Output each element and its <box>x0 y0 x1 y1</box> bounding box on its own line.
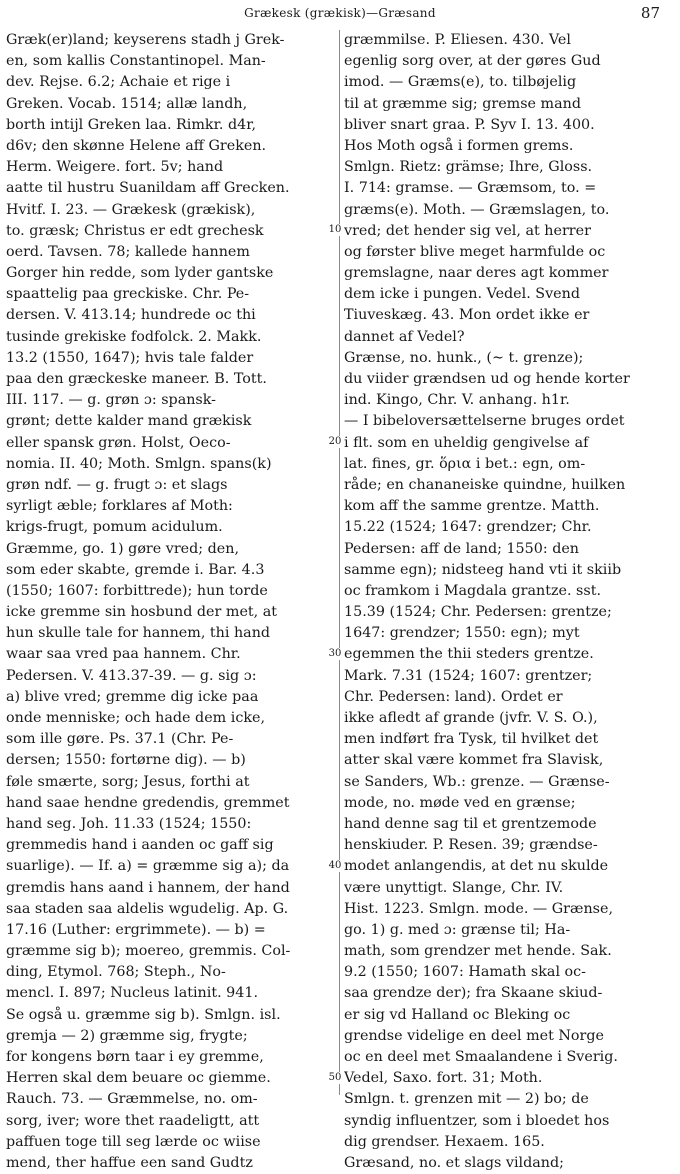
text-line: Smlgn. t. grenzen mit — 2) bo; de <box>344 1091 589 1108</box>
text-line: ind. Kingo, Chr. V. anhang. h1r. <box>344 392 570 409</box>
text-line: go. 1) g. med ɔ: grænse til; Ha- <box>344 921 571 938</box>
text-line: hand seg. Joh. 11.33 (1524; 1550: <box>6 815 252 832</box>
text-line: Greken. Vocab. 1514; allæ landh, <box>6 95 248 112</box>
text-line: samme egn); nidsteeg hand vti it skiib <box>344 561 622 578</box>
line-number: 50 <box>328 1072 342 1083</box>
page-number: 87 <box>640 4 660 22</box>
text-line: mode, no. møde ved en grænse; <box>344 794 576 811</box>
text-line: paa den græckeske maneer. B. Tott. <box>6 371 267 387</box>
text-line: mencl. I. 897; Nucleus latinit. 941. <box>6 985 258 1002</box>
left-column <box>6 30 336 1174</box>
text-line: Pedersen. V. 413.37-39. — g. sig ɔ: <box>6 667 257 684</box>
text-line: tusinde grekiske fodfolck. 2. Makk. <box>6 328 262 345</box>
text-line: syndig influentzer, som i bloedet hos <box>344 1112 610 1129</box>
text-line: Herren skal dem beuare oc giemme. <box>6 1070 271 1087</box>
text-line: Herm. Weigere. fort. 5v; hand <box>6 159 224 176</box>
text-line: Smlgn. Rietz: grämse; Ihre, Gloss. <box>344 159 593 176</box>
text-line: oerd. Tavsen. 78; kallede hannem <box>6 243 250 260</box>
text-line: krigs-frugt, pomum acidulum. <box>6 519 223 536</box>
text-line: icke gremme sin hosbund der met, at <box>6 604 278 621</box>
text-line: dem icke i pungen. Vedel. Svend <box>344 286 580 303</box>
text-line: føle smærte, sorg; Jesus, forthi at <box>6 773 250 790</box>
text-line: egemmen the thii steders grentze. <box>344 646 594 663</box>
running-title: Grækesk (grækisk)—Græsand <box>244 6 436 20</box>
text-line: sorg, iver; wore thet raadeligtt, att <box>6 1112 260 1129</box>
text-line: du viider grændsen ud og hende korter <box>344 371 630 387</box>
text-line: saa grendze der); fra Skaane skiud- <box>344 985 603 1002</box>
text-line: vred; det hender sig vel, at herrer <box>344 222 591 239</box>
text-line: Tiuveskæg. 43. Mon ordet ikke er <box>344 307 590 324</box>
text-line: imod. — Græms(e), to. tilbøjelig <box>344 74 577 91</box>
text-line: Hist. 1223. Smlgn. mode. — Grænse, <box>344 900 614 917</box>
text-line: ding, Etymol. 768; Steph., No- <box>6 964 226 981</box>
text-line: 17.16 (Luther: ergrimmete). — b) = <box>6 921 266 938</box>
text-line: 13.2 (1550, 1647); hvis tale falder <box>6 349 254 366</box>
line-number: 40 <box>328 860 342 871</box>
text-line: saa staden saa aldelis wgudelig. Ap. G. <box>6 900 289 917</box>
text-line: som ille gøre. Ps. 37.1 (Chr. Pe- <box>6 731 234 748</box>
line-number: 10 <box>328 224 342 235</box>
text-line: eller spansk grøn. Holst, Oeco- <box>6 434 231 451</box>
text-line: dannet af Vedel? <box>344 328 465 345</box>
text-line: Vedel, Saxo. fort. 31; Moth. <box>344 1070 543 1087</box>
text-line: atter skal være kommet fra Slavisk, <box>344 752 604 769</box>
text-line: men indført fra Tysk, til hvilket det <box>344 731 599 748</box>
text-line: grendse videlige en deel met Norge <box>344 1027 604 1044</box>
text-line: 9.2 (1550; 1607: Hamath skal oc- <box>344 964 587 981</box>
text-line: og førster blive meget harmfulde oc <box>344 243 606 260</box>
text-line: nomia. II. 40; Moth. Smlgn. spans(k) <box>6 455 272 472</box>
text-line: i flt. som en uheldig gengivelse af <box>344 434 589 451</box>
text-line: suarlige). — If. a) = græmme sig a); da <box>6 858 290 875</box>
text-line: a) blive vred; gremme dig icke paa <box>6 688 259 705</box>
text-line: mend, ther haffue een sand Gudtz <box>6 1154 253 1171</box>
line-number: 20 <box>328 436 342 447</box>
text-line: I. 714: gramse. — Græmsom, to. = <box>344 180 597 197</box>
text-line: oc framkom i Magdala grantze. sst. <box>344 582 601 599</box>
text-line: Pedersen: aff de land; 1550: den <box>344 540 580 557</box>
text-line: 15.39 (1524; Chr. Pedersen: grentze; <box>344 604 612 621</box>
text-line: to. græsk; Christus er edt grechesk <box>6 222 264 239</box>
text-line: Se også u. græmme sig b). Smlgn. isl. <box>6 1006 281 1023</box>
text-line: gremslagne, naar deres agt kommer <box>344 265 609 282</box>
text-line: græmme sig b); moereo, gremmis. Col- <box>6 943 291 960</box>
text-line: borth intijl Greken laa. Rimkr. d4r, <box>6 116 257 133</box>
text-line: som eder skabte, gremde i. Bar. 4.3 <box>6 561 265 578</box>
text-line: henskiuder. P. Resen. 39; grændse- <box>344 837 598 854</box>
text-line: hand denne sag til et grentzemode <box>344 815 597 832</box>
text-line: til at græmme sig; gremse mand <box>344 95 582 112</box>
text-line: III. 117. — g. grøn ɔ: spansk- <box>6 392 217 409</box>
column-divider <box>339 30 340 1095</box>
text-line: ikke afledt af grande (jvfr. V. S. O.), <box>344 710 598 726</box>
text-line: dersen; 1550: fortørne dig). — b) <box>6 752 246 769</box>
text-line: gremja — 2) græmme sig, frygte; <box>6 1027 248 1044</box>
text-line: græmmilse. P. Eliesen. 430. Vel <box>344 32 571 48</box>
text-line: er sig vd Halland oc Bleking oc <box>344 1006 571 1023</box>
running-header <box>0 6 680 28</box>
text-line: Græmme, go. 1) gøre vred; den, <box>6 540 240 557</box>
text-line: være unyttigt. Slange, Chr. IV. <box>344 879 564 896</box>
text-line: Græsand, no. et slags vildand; <box>344 1154 564 1171</box>
text-line: kom aff the samme grentze. Matth. <box>344 498 600 515</box>
text-line: en, som kallis Constantinopel. Man- <box>6 53 266 70</box>
text-line: spaattelig paa greckiske. Chr. Pe- <box>6 286 250 303</box>
text-line: Gorger hin redde, som lyder gantske <box>6 265 274 282</box>
text-line: grønt; dette kalder mand grækisk <box>6 413 252 430</box>
text-line: gremmedis hand i aanden oc gaff sig <box>6 837 274 854</box>
text-line: lat. fines, gr. ὅρια i bet.: egn, om- <box>344 455 586 472</box>
text-line: paffuen toge till seg lærde oc wiise <box>6 1133 261 1150</box>
text-line: (1550; 1607: forbittrede); hun torde <box>6 582 268 599</box>
text-line: modet anlangendis, at det nu skulde <box>344 858 609 875</box>
text-line: grøn ndf. — g. frugt ɔ: et slags <box>6 476 228 493</box>
text-line: Græk(er)land; keyserens stadh j Grek- <box>6 32 285 48</box>
text-line: egenlig sorg over, at der gøres Gud <box>344 53 601 70</box>
text-line: Mark. 7.31 (1524; 1607: grentzer; <box>344 667 593 684</box>
line-number: 30 <box>328 648 342 659</box>
text-line: — I bibeloversættelserne bruges ordet <box>344 413 625 430</box>
text-line: Hos Moth også i formen grems. <box>344 137 574 154</box>
text-line: d6v; den skønne Helene aff Greken. <box>6 137 267 154</box>
text-line: dig grendser. Hexaem. 165. <box>344 1133 545 1150</box>
text-line: for kongens børn taar i ey gremme, <box>6 1049 264 1065</box>
text-line: råde; en chananeiske quindne, huilken <box>344 476 626 493</box>
text-line: gremdis hans aand i hannem, der hand <box>6 879 290 896</box>
text-line: bliver snart graa. P. Syv I. 13. 400. <box>344 116 595 133</box>
text-line: hun skulle tale for hannem, thi hand <box>6 625 271 642</box>
text-line: Grænse, no. hunk., (∼ t. grenze); <box>344 349 584 366</box>
text-line: dersen. V. 413.14; hundrede oc thi <box>6 307 256 324</box>
text-line: se Sanders, Wb.: grenze. — Grænse- <box>344 773 610 790</box>
text-line: onde menniske; och hade dem icke, <box>6 710 266 726</box>
text-line: math, som grendzer met hende. Sak. <box>344 943 612 960</box>
text-line: dev. Rejse. 6.2; Achaie et rige i <box>6 74 231 91</box>
text-line: 1647: grendzer; 1550: egn); myt <box>344 625 580 642</box>
text-line: syrligt æble; forklares af Moth: <box>6 498 233 515</box>
text-line: græms(e). Moth. — Græmslagen, to. <box>344 201 610 218</box>
text-line: aatte til hustru Suanildam aff Grecken. <box>6 180 290 197</box>
text-line: hand saae hendne gredendis, gremmet <box>6 794 290 811</box>
text-line: Chr. Pedersen: land). Ordet er <box>344 688 563 705</box>
right-column <box>344 30 676 1174</box>
text-line: 15.22 (1524; 1647: grendzer; Chr. <box>344 519 592 536</box>
text-line: Rauch. 73. — Græmmelse, no. om- <box>6 1091 258 1108</box>
text-line: Hvitf. I. 23. — Grækesk (grækisk), <box>6 201 256 218</box>
text-line: oc en deel met Smaalandene i Sverig. <box>344 1049 618 1065</box>
text-line: waar saa vred paa hannem. Chr. <box>6 646 241 663</box>
